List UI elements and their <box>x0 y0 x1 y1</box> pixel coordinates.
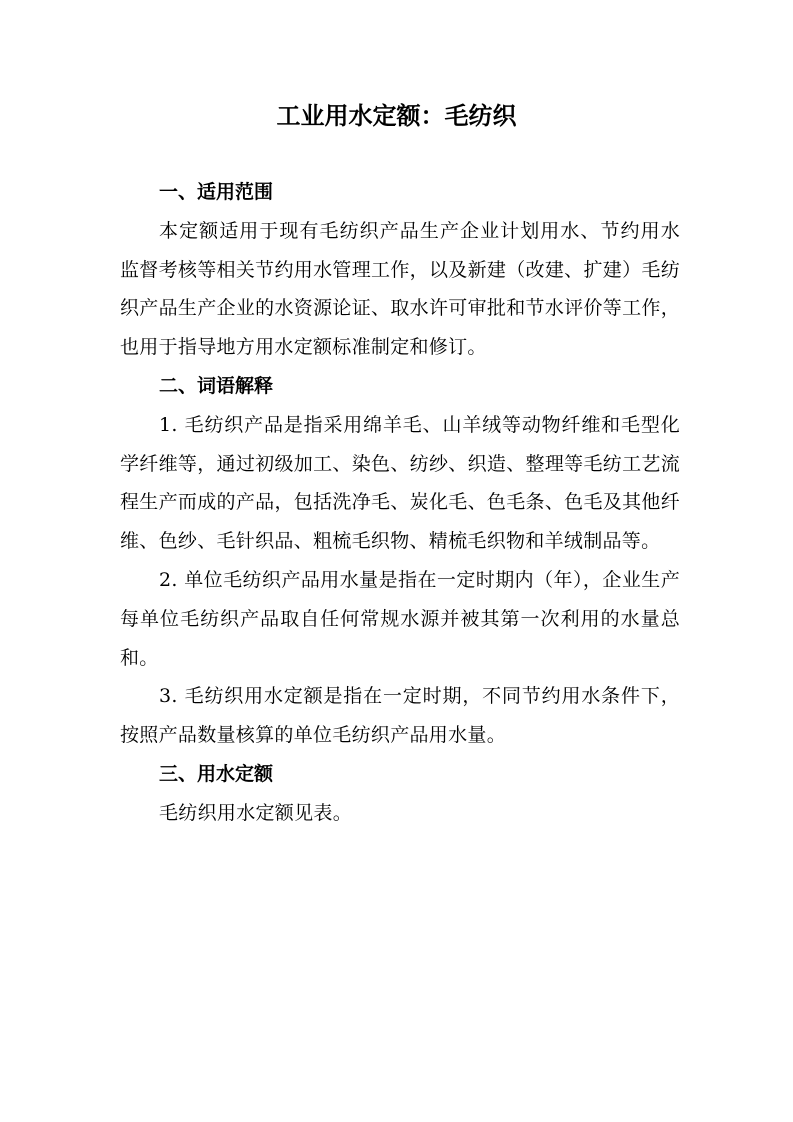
scope-paragraph: 本定额适用于现有毛纺织产品生产企业计划用水、节约用水监督考核等相关节约用水管理工作，以及新建（改建、扩建）毛纺织产品生产企业的水资源论证、取水许可审批和节水评价等工作，也用于指导地方用水定额标准制定和修订。 <box>120 219 680 359</box>
section-heading-definitions: 二、词语解释 <box>159 374 274 397</box>
document-title: 工业用水定额：毛纺织 <box>276 102 517 130</box>
definition-paragraph-1: 1. 毛纺织产品是指采用绵羊毛、山羊绒等动物纤维和毛型化学纤维等，通过初级加工、染色、纺纱、织造、整理等毛纺工艺流程生产而成的产品，包括洗净毛、炭化毛、色毛条、色毛及其他纤维、色纱、毛针织品、粗梳毛织物、精梳毛织物和羊绒制品等。 <box>120 413 680 553</box>
section-heading-quota: 三、用水定额 <box>159 762 274 785</box>
quota-paragraph: 毛纺织用水定额见表。 <box>159 801 353 824</box>
definition-paragraph-3: 3. 毛纺织用水定额是指在一定时期，不同节约用水条件下，按照产品数量核算的单位毛纺织产品用水量。 <box>120 685 680 747</box>
document-body <box>120 173 680 833</box>
section-heading-scope: 一、适用范围 <box>159 181 274 203</box>
definition-paragraph-2: 2. 单位毛纺织产品用水量是指在一定时期内（年），企业生产每单位毛纺织产品取自任何常规水源并被其第一次利用的水量总和。 <box>120 568 680 669</box>
